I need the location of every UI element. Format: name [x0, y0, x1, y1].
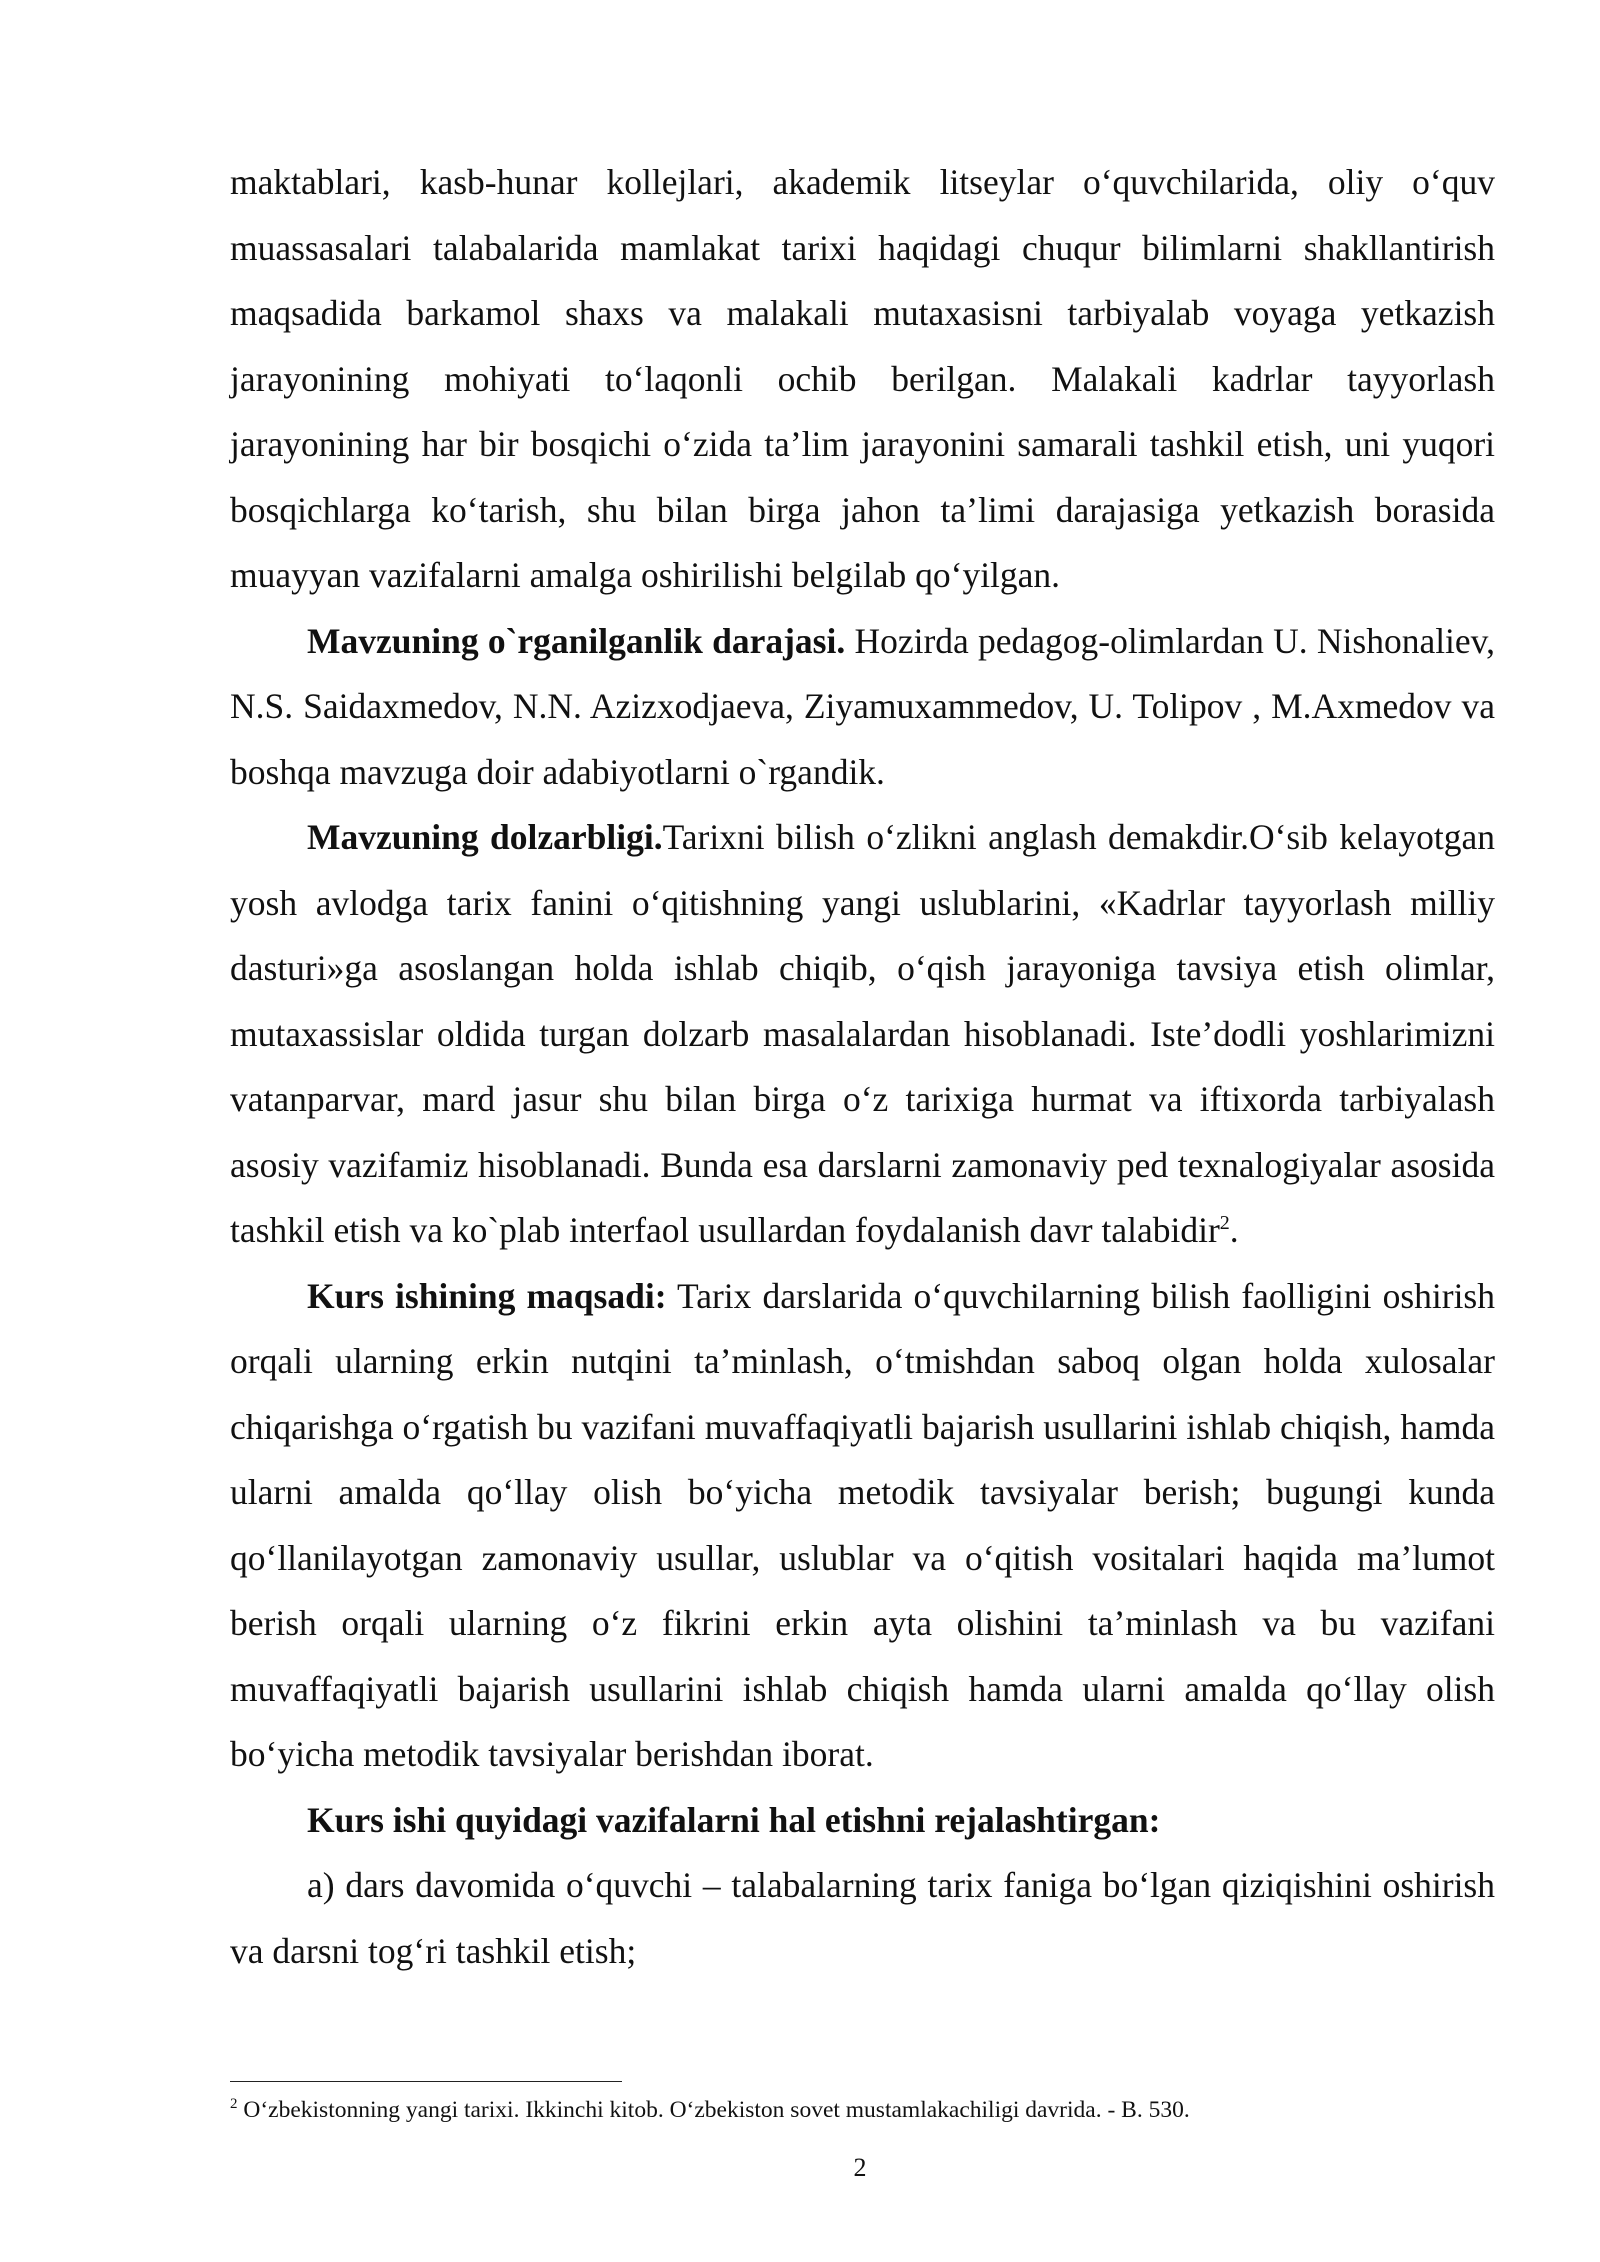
paragraph-text: maktablari, kasb-hunar kollejlari, akademik litseylar o‘quvchilarida, oliy o‘quv muassasalari talabalarida mamlakat tarixi haqidagi chuqur bilimlarni shakllantirish maqsadida barkamol shaxs va malakali mutaxasisni tarbiyalab voyaga yetkazish jarayonining mohiyati to‘laqonli ochib berilgan. Malakali kadrlar tayyorlash jarayonining har bir bosqichi o‘zida ta’lim jarayonini samarali tashkil etish, uni yuqori bosqichlarga ko‘tarish, shu bilan birga jahon ta’limi darajasiga yetkazish borasida muayyan vazifalarni amalga oshirilishi belgilab qo‘yilgan. [230, 162, 1495, 595]
paragraph-heading: Kurs ishi quyidagi vazifalarni hal etishni rejalashtirgan: [307, 1799, 1161, 1840]
paragraph-course-goal [230, 1264, 1495, 1788]
paragraph-text: a) dars davomida o‘quvchi – talabalarning tarix faniga bo‘lgan qiziqishini oshirish va darsni tog‘ri tashkil etish; [230, 1865, 1495, 1971]
paragraph-heading: Kurs ishining maqsadi: [307, 1275, 667, 1316]
footnote-number: 2 [230, 2096, 238, 2113]
paragraph-text: Tarix darslarida o‘quvchilarning bilish faolligini oshirish orqali ularning erkin nutqini ta’minlash, o‘tmishdan saboq olgan holda xulosalar chiqarishga o‘rgatish bu vazifani muvaffaqiyatli bajarish usullarini ishlab chiqish, hamda ularni amalda qo‘llay olish bo‘yicha metodik tavsiyalar berish; bugungi kunda qo‘llanilayotgan zamonaviy usullar, uslublar va o‘qitish vositalari haqida ma’lumot berish orqali ularning o‘z fikrini erkin ayta olishini ta’minlash va bu vazifani muvaffaqiyatli bajarish usullarini ishlab chiqish hamda ularni amalda qo‘llay olish bo‘yicha metodik tavsiyalar berishdan iborat. [230, 1275, 1495, 1774]
footnote [230, 2095, 1495, 2125]
footnote-separator [230, 2081, 622, 2082]
document-body [230, 150, 1495, 1984]
paragraph-text: Tarixni bilish o‘zlikni anglash demakdir.O‘sib kelayotgan yosh avlodga tarix fanini o‘qitishning yangi uslublarini, «Kadrlar tayyorlash milliy dasturi»ga asoslangan holda ishlab chiqib, o‘qish jarayoniga tavsiya etish olimlar, mutaxassislar oldida turgan dolzarb masalalardan hisoblanadi. Iste’dodli yoshlarimizni vatanparvar, mard jasur shu bilan birga o‘z tarixiga hurmat va iftixorda tarbiyalash asosiy vazifamiz hisoblanadi. Bunda esa darslarni zamonaviy ped texnalogiyalar asosida tashkil etish va ko`plab interfaol usullardan foydalanish davr talabidir [230, 817, 1495, 1250]
footnote-reference[interactable]: 2 [1219, 1212, 1230, 1235]
paragraph-tasks-heading [230, 1788, 1495, 1854]
paragraph-task-a [230, 1853, 1495, 1984]
paragraph-relevance [230, 805, 1495, 1264]
paragraph-intro [230, 150, 1495, 609]
page-number: 2 [853, 2153, 867, 2182]
paragraph-tail: . [1229, 1210, 1239, 1250]
paragraph-text: Hozirda pedagog-olimlardan U. Nishonaliev, N.S. Saidaxmedov, N.N. Azizxodjaeva, Ziyamuxammedov, U. Tolipov , M.Axmedov va boshqa mavzuga doir adabiyotlarni o`rgandik. [230, 620, 1495, 792]
paragraph-study-level [230, 609, 1495, 806]
paragraph-heading: Mavzuning dolzarbligi. [307, 817, 663, 857]
footnote-text: O‘zbekistonning yangi tarixi. Ikkinchi kitob. O‘zbekiston sovet mustamlakachiligi davrida. - B. 530. [237, 2097, 1190, 2123]
paragraph-heading: Mavzuning o`rganilganlik darajasi. [307, 620, 846, 661]
